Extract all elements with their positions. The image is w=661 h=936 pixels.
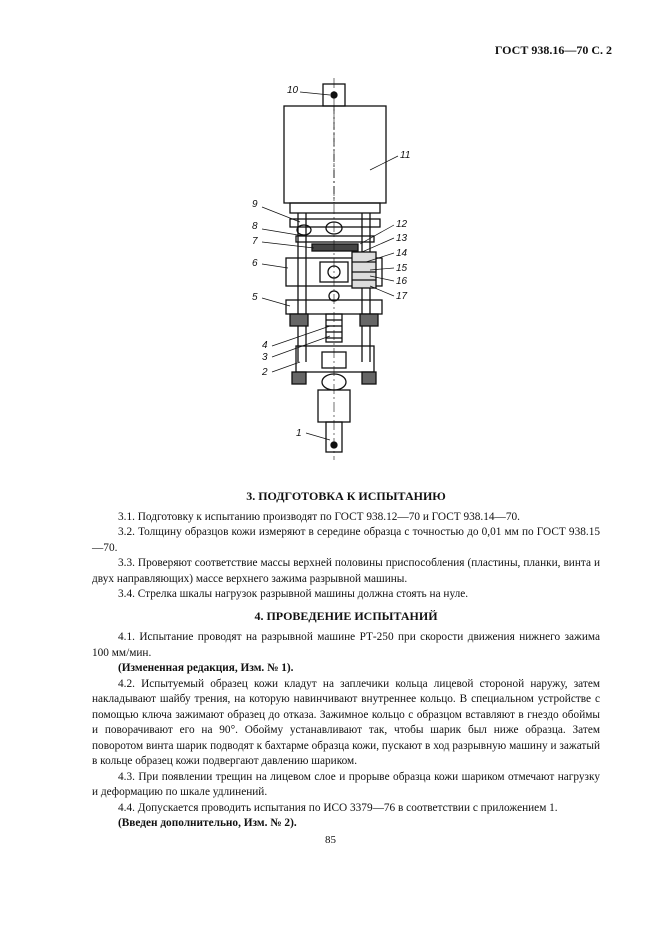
para-4-3: 4.3. При появлении трещин на лицевом слое и прорыве образца кожи шариком отмечают нагрузку и деформацию по шкале удлинений. bbox=[92, 770, 600, 798]
label-10: 10 bbox=[287, 85, 299, 96]
label-8: 8 bbox=[252, 221, 258, 232]
label-12: 12 bbox=[396, 219, 408, 230]
label-17: 17 bbox=[396, 291, 408, 302]
section-4-title: 4. ПРОВЕДЕНИЕ ИСПЫТАНИЙ bbox=[254, 608, 438, 623]
label-16: 16 bbox=[396, 276, 408, 287]
upper-housing bbox=[284, 106, 386, 203]
para-3-1: 3.1. Подготовку к испытанию производят по ГОСТ 938.12—70 и ГОСТ 938.14—70. bbox=[118, 510, 520, 523]
label-4: 4 bbox=[262, 340, 268, 351]
para-3-4: 3.4. Стрелка шкалы нагрузок разрывной машины должна стоять на нуле. bbox=[118, 588, 469, 600]
amendment-note-2: (Введен дополнительно, Изм. № 2). bbox=[118, 817, 297, 829]
label-15: 15 bbox=[396, 263, 408, 274]
label-2: 2 bbox=[262, 367, 268, 378]
label-13: 13 bbox=[396, 233, 408, 244]
label-9: 9 bbox=[252, 199, 258, 210]
page-header: ГОСТ 938.16—70 С. 2 bbox=[494, 43, 612, 57]
para-4-2: 4.2. Испытуемый образец кожи кладут на заплечики кольца лицевой стороной наружу, затем накладывают шайбу трения, на которую навинчивают внутреннее кольцо. В специальном устройстве с помощью ключа зажимают образец до отказа. Зажимное кольцо с образцом вставляют в гнездо обоймы и поворачивают его на 90°. Обойму устанавливают так, чтобы шарик был ниже образца. Затем поворотом винта шарик подводят к бахтарме образца кожи, пускают в ход разрывную машину и зажатый в кольце образец кожи подвергают давлению шариком. bbox=[92, 677, 600, 767]
label-7: 7 bbox=[252, 236, 258, 247]
para-4-4: 4.4. Допускается проводить испытания по ИСО 3379—76 в соответствии с приложением 1. bbox=[118, 801, 558, 814]
label-6: 6 bbox=[252, 258, 258, 269]
page-number: 85 bbox=[325, 834, 336, 846]
label-1: 1 bbox=[296, 428, 302, 439]
label-14: 14 bbox=[396, 248, 408, 259]
para-3-2: 3.2. Толщину образцов кожи измеряют в середине образца с точностью до 0,01 мм по ГОСТ 938.15—70. bbox=[92, 526, 600, 554]
label-3: 3 bbox=[262, 352, 268, 363]
label-11: 11 bbox=[400, 150, 411, 161]
label-5: 5 bbox=[252, 292, 258, 303]
para-4-1: 4.1. Испытание проводят на разрывной машине РТ-250 при скорости движения нижнего зажима 100 мм/мин. bbox=[92, 631, 600, 659]
para-3-3: 3.3. Проверяют соответствие массы верхней половины приспособления (пластины, планки, винта и двух направляющих) массе верхнего зажима разрывной машины. bbox=[92, 557, 600, 585]
body-text bbox=[92, 489, 600, 832]
section-3-title: 3. ПОДГОТОВКА К ИСПЫТАНИЮ bbox=[246, 489, 446, 503]
amendment-note-1: (Измененная редакция, Изм. № 1). bbox=[118, 662, 294, 674]
